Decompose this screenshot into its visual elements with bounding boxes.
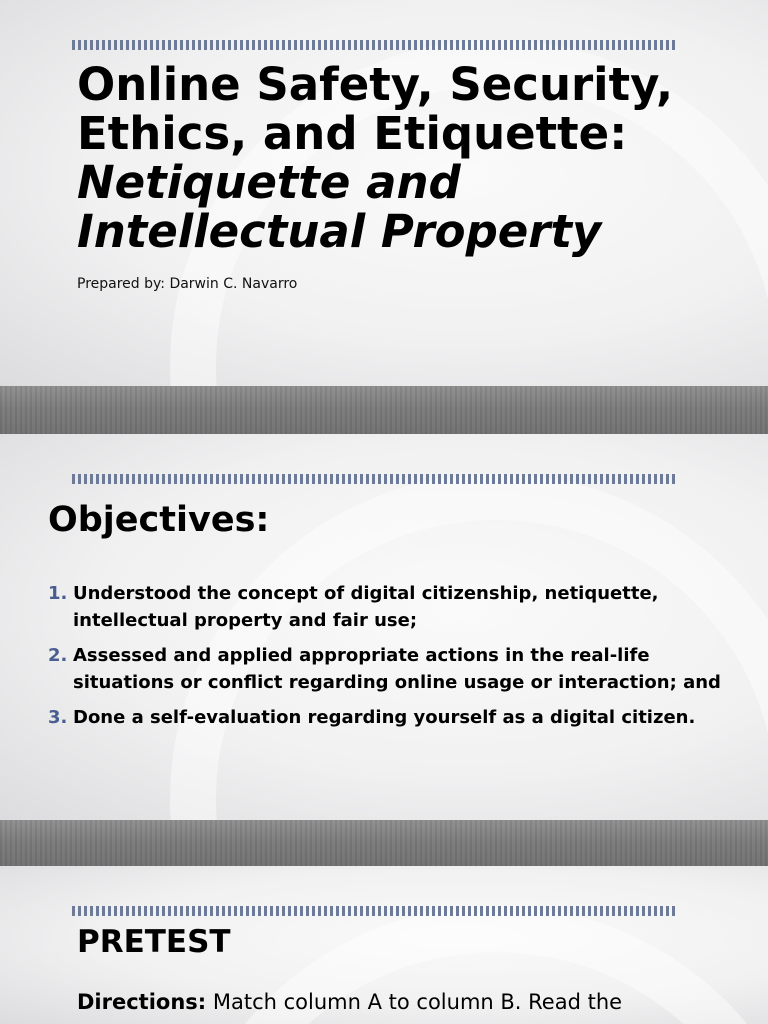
list-item xyxy=(48,642,748,696)
decorative-dash-bar xyxy=(72,474,676,484)
title-slide xyxy=(0,0,768,386)
objectives-list xyxy=(48,580,748,739)
pretest-heading: PRETEST xyxy=(77,924,231,960)
list-item xyxy=(48,704,748,731)
objectives-slide xyxy=(0,434,768,820)
list-item-text: Done a self-evaluation regarding yourself as a digital citizen. xyxy=(73,707,696,728)
list-item xyxy=(48,580,748,634)
list-item-text: Understood the concept of digital citizenship, netiquette, intellectual property and fair use; xyxy=(73,583,659,631)
title-line-1: Online Safety, Security, xyxy=(77,58,674,111)
directions-label: Directions: xyxy=(77,990,207,1014)
slide-title xyxy=(77,60,737,256)
slide-separator xyxy=(0,820,768,866)
prepared-by-text: Prepared by: Darwin C. Navarro xyxy=(77,276,298,292)
decorative-dash-bar xyxy=(72,906,676,916)
directions-text xyxy=(77,986,737,1018)
directions-body: Match column A to column B. Read the xyxy=(206,990,623,1014)
list-item-number: 1. xyxy=(48,583,68,604)
objectives-heading: Objectives: xyxy=(48,500,270,540)
subtitle-line-2: Intellectual Property xyxy=(77,205,602,258)
title-line-2: Ethics, and Etiquette: xyxy=(77,107,628,160)
slide-separator xyxy=(0,386,768,434)
pretest-slide xyxy=(0,866,768,1024)
decorative-dash-bar xyxy=(72,40,676,50)
list-item-number: 2. xyxy=(48,645,68,666)
list-item-number: 3. xyxy=(48,707,68,728)
subtitle-line-1: Netiquette and xyxy=(77,156,461,209)
list-item-text: Assessed and applied appropriate actions in the real-life situations or conflict regarding online usage or interaction; and xyxy=(73,645,721,693)
